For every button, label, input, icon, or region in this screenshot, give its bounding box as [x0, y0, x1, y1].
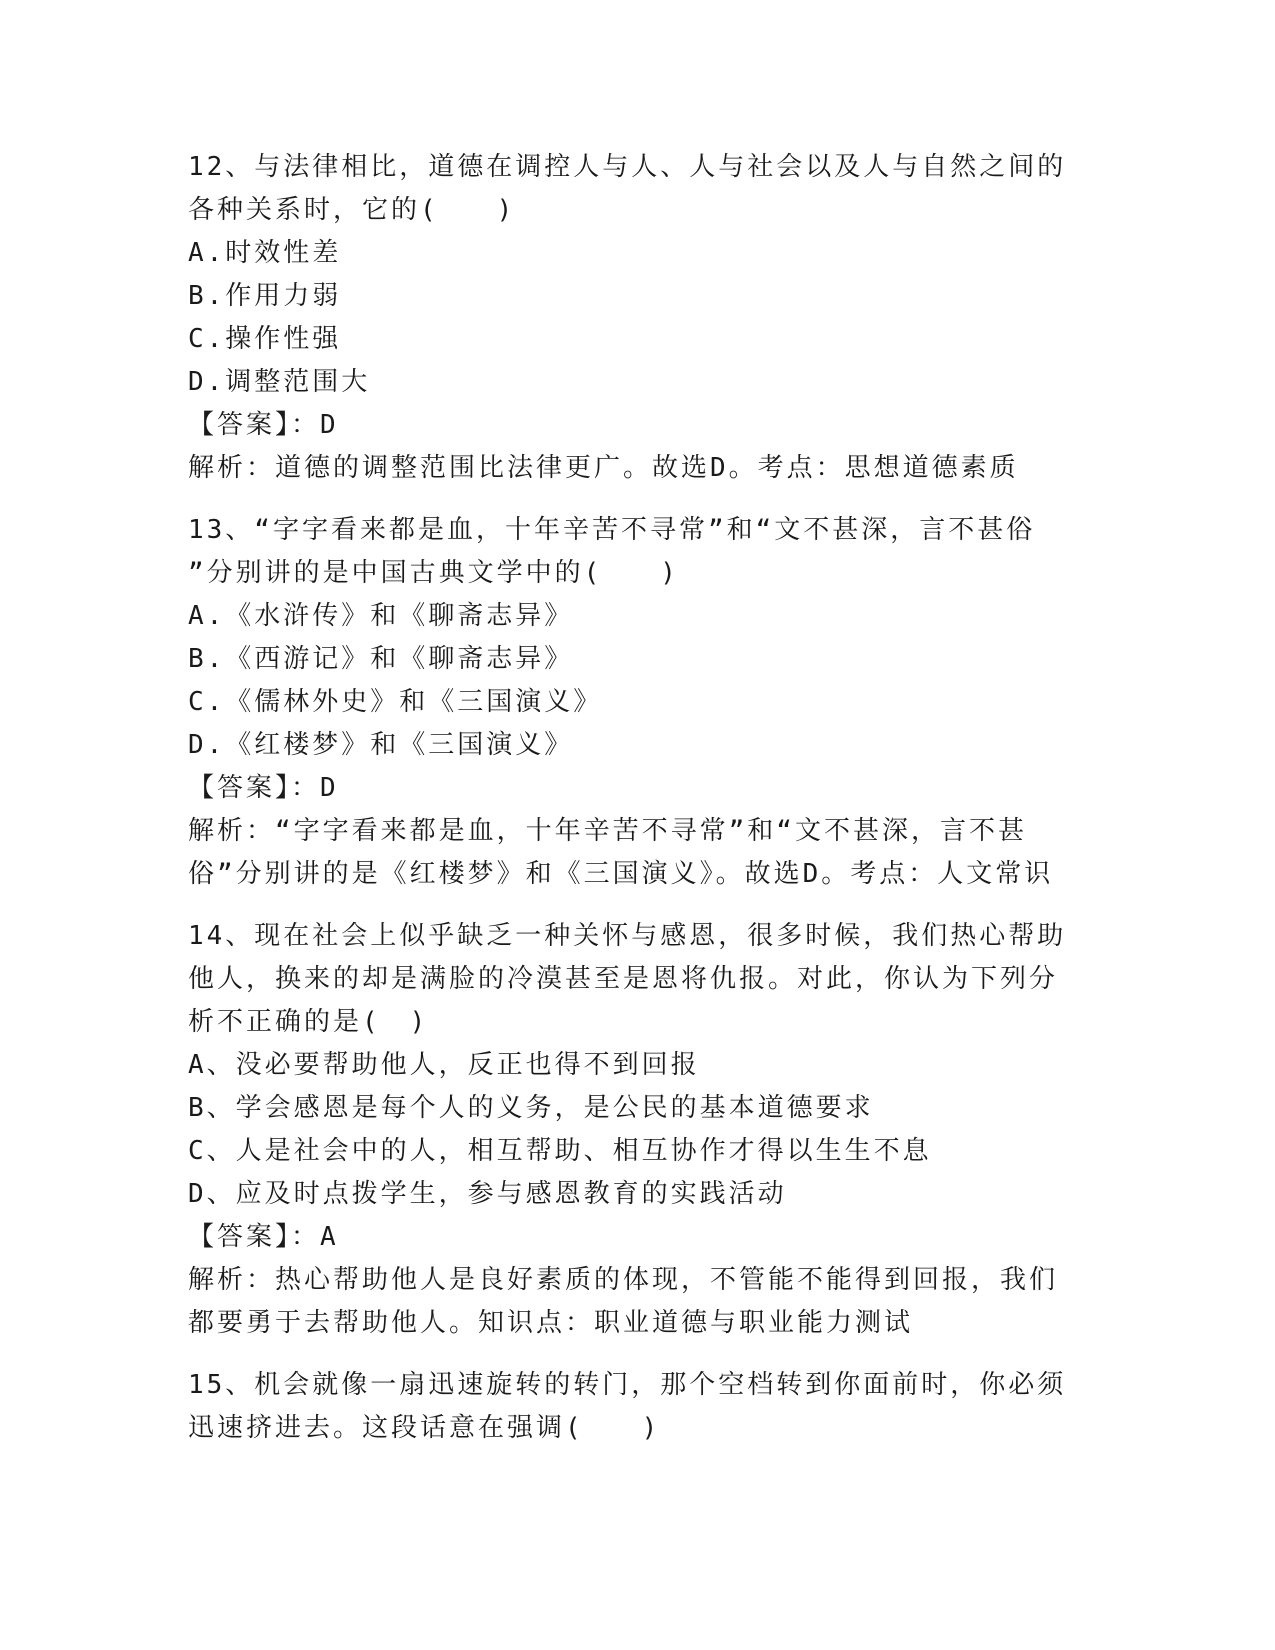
answer: 【答案】：A	[188, 1222, 339, 1252]
analysis: 俗”分别讲的是《红楼梦》和《三国演义》。故选D。考点：人文常识	[188, 859, 1054, 889]
analysis: 解析：道德的调整范围比法律更广。故选D。考点：思想道德素质	[188, 453, 1019, 483]
question-text: 14、现在社会上似乎缺乏一种关怀与感恩，很多时候，我们热心帮助	[188, 921, 1067, 951]
option-c: C.操作性强	[188, 324, 342, 354]
question-text: 15、机会就像一扇迅速旋转的转门，那个空档转到你面前时，你必须	[188, 1370, 1067, 1400]
analysis: 解析：热心帮助他人是良好素质的体现，不管能不能得到回报，我们	[188, 1265, 1059, 1295]
question-13	[188, 509, 1088, 896]
option-b: B、学会感恩是每个人的义务，是公民的基本道德要求	[188, 1093, 874, 1123]
analysis: 解析：“字字看来都是血，十年辛苦不寻常”和“文不甚深，言不甚	[188, 816, 1027, 846]
answer: 【答案】：D	[188, 410, 339, 440]
option-c: C.《儒林外史》和《三国演义》	[188, 687, 603, 717]
question-text: 各种关系时，它的( )	[188, 195, 516, 225]
option-c: C、人是社会中的人，相互帮助、相互协作才得以生生不息	[188, 1136, 932, 1166]
option-d: D.《红楼梦》和《三国演义》	[188, 730, 574, 760]
question-text: 析不正确的是( )	[188, 1007, 429, 1037]
option-d: D.调整范围大	[188, 367, 371, 397]
option-a: A、没必要帮助他人，反正也得不到回报	[188, 1050, 700, 1080]
question-text: 他人，换来的却是满脸的冷漠甚至是恩将仇报。对此，你认为下列分	[188, 964, 1059, 994]
question-text: 13、“字字看来都是血，十年辛苦不寻常”和“文不甚深，言不甚俗	[188, 515, 1036, 545]
option-b: B.作用力弱	[188, 281, 342, 311]
question-14	[188, 915, 1088, 1345]
question-15	[188, 1364, 1088, 1450]
option-b: B.《西游记》和《聊斋志异》	[188, 644, 574, 674]
option-a: A.时效性差	[188, 238, 342, 268]
question-text: 12、与法律相比，道德在调控人与人、人与社会以及人与自然之间的	[188, 152, 1067, 182]
answer: 【答案】：D	[188, 773, 339, 803]
document-page	[188, 146, 1088, 1450]
analysis: 都要勇于去帮助他人。知识点：职业道德与职业能力测试	[188, 1308, 914, 1338]
question-text: 迅速挤进去。这段话意在强调( )	[188, 1413, 661, 1443]
question-text: ”分别讲的是中国古典文学中的( )	[188, 558, 679, 588]
question-12	[188, 146, 1088, 490]
option-d: D、应及时点拨学生，参与感恩教育的实践活动	[188, 1179, 787, 1209]
option-a: A.《水浒传》和《聊斋志异》	[188, 601, 574, 631]
